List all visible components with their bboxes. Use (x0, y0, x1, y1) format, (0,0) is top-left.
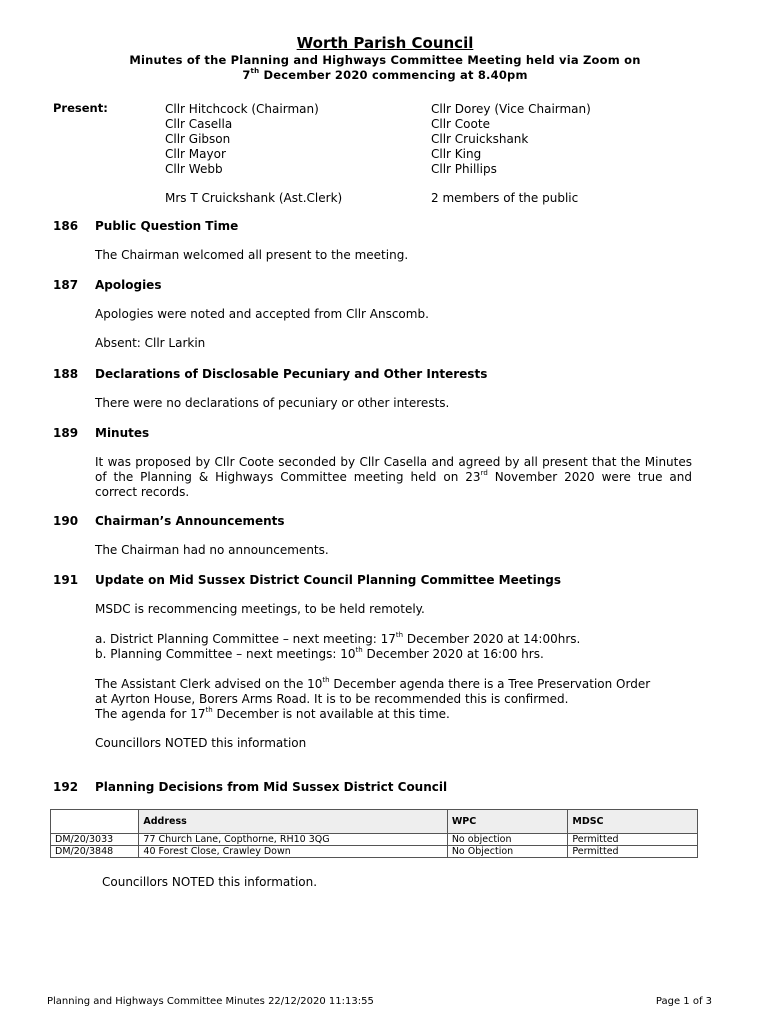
item-text: Councillors NOTED this information. (102, 875, 318, 889)
meeting-line (95, 647, 692, 662)
present-label: Present: (53, 101, 108, 115)
page-subtitle (0, 53, 770, 83)
attendee: Cllr Mayor (165, 147, 226, 161)
item-text: Councillors NOTED this information (95, 736, 307, 750)
table-header-row (51, 810, 698, 834)
attendee: Cllr Phillips (431, 162, 497, 176)
text-segment: The Assistant Clerk advised on the 10 (95, 677, 323, 691)
column-header: WPC (447, 810, 568, 834)
item-heading: Update on Mid Sussex District Council Planning Committee Meetings (95, 573, 562, 587)
table-row (51, 834, 698, 846)
footer-page-number: Page 1 of 3 (655, 996, 712, 1007)
item-text: There were no declarations of pecuniary or other interests. (95, 396, 450, 410)
item-text: The Chairman had no announcements. (95, 543, 329, 557)
planning-decisions-table (50, 809, 698, 858)
item-number: 189 (53, 426, 79, 440)
subtitle-line-2 (0, 68, 770, 83)
table-cell: Permitted (568, 846, 698, 858)
text-segment: December 2020 at 16:00 hrs. (362, 647, 544, 661)
item-heading: Public Question Time (95, 219, 239, 233)
ordinal-suffix: th (355, 646, 363, 654)
subtitle-ordinal: th (250, 67, 260, 75)
item-text: The Chairman welcomed all present to the meeting. (95, 248, 409, 262)
table-cell: No Objection (447, 846, 568, 858)
text-segment: December agenda there is a Tree Preservation Order (329, 677, 651, 691)
item-text (95, 632, 692, 662)
ordinal-suffix: th (395, 631, 404, 639)
text-segment: a. District Planning Committee – next meeting: 17 (95, 632, 396, 646)
table-row (51, 846, 698, 858)
table-cell: DM/20/3848 (51, 846, 139, 858)
item-text: Apologies were noted and accepted from Cllr Anscomb. (95, 307, 429, 321)
item-heading: Minutes (95, 426, 150, 440)
item-heading: Declarations of Disclosable Pecuniary and Other Interests (95, 367, 488, 381)
text-segment: November 2020 were true and correct records. (95, 470, 692, 499)
subtitle-day: 7 (242, 68, 251, 82)
text-segment: December 2020 at 14:00hrs. (403, 632, 581, 646)
item-text (95, 455, 692, 500)
item-heading: Chairman’s Announcements (95, 514, 285, 528)
column-header: MDSC (568, 810, 698, 834)
attendee: Cllr Cruickshank (431, 132, 529, 146)
attendee: Cllr Dorey (Vice Chairman) (431, 102, 591, 116)
attendee: 2 members of the public (431, 191, 579, 205)
text-segment: It was proposed by Cllr Coote seconded by Cllr Casella and agreed by all present that the Minutes of the Planning & Highways Committee meeting held on 23 (95, 455, 692, 484)
ordinal-suffix: rd (480, 469, 488, 477)
text-segment: b. Planning Committee – next meetings: 10 (95, 647, 356, 661)
ordinal-suffix: th (322, 676, 330, 684)
text-line: at Ayrton House, Borers Arms Road. It is to be recommended this is confirmed. (95, 692, 569, 706)
text-segment: December is not available at this time. (212, 707, 450, 721)
item-number: 190 (53, 514, 79, 528)
meeting-line (95, 632, 692, 647)
footer-document-info: Planning and Highways Committee Minutes 22/12/2020 11:13:55 (47, 996, 374, 1007)
item-text (95, 677, 692, 722)
column-header (51, 810, 139, 834)
page-title: Worth Parish Council (296, 34, 474, 52)
table-cell: Permitted (568, 834, 698, 846)
present-column-left (165, 102, 342, 206)
item-number: 191 (53, 573, 79, 587)
attendee: Cllr Gibson (165, 132, 231, 146)
item-heading: Planning Decisions from Mid Sussex District Council (95, 780, 448, 794)
text-line (95, 707, 692, 722)
item-heading: Apologies (95, 278, 162, 292)
item-text: MSDC is recommencing meetings, to be held remotely. (95, 602, 425, 616)
table-cell: 40 Forest Close, Crawley Down (139, 846, 447, 858)
attendee: Cllr Hitchcock (Chairman) (165, 102, 319, 116)
text-line (95, 677, 692, 692)
item-number: 187 (53, 278, 79, 292)
item-number: 192 (53, 780, 79, 794)
item-text: Absent: Cllr Larkin (95, 336, 206, 350)
ordinal-suffix: th (205, 706, 213, 714)
subtitle-line-1: Minutes of the Planning and Highways Committee Meeting held via Zoom on (129, 53, 641, 67)
table-cell: 77 Church Lane, Copthorne, RH10 3QG (139, 834, 447, 846)
column-header: Address (139, 810, 447, 834)
attendee: Cllr Coote (431, 117, 490, 131)
attendee: Cllr Webb (165, 162, 223, 176)
item-number: 186 (53, 219, 79, 233)
subtitle-rest: December 2020 commencing at 8.40pm (259, 68, 528, 82)
present-column-right (431, 102, 591, 206)
table-cell: No objection (447, 834, 568, 846)
item-number: 188 (53, 367, 79, 381)
attendee: Mrs T Cruickshank (Ast.Clerk) (165, 191, 343, 205)
table-cell: DM/20/3033 (51, 834, 139, 846)
attendee: Cllr King (431, 147, 482, 161)
attendee: Cllr Casella (165, 117, 233, 131)
text-segment: The agenda for 17 (95, 707, 206, 721)
